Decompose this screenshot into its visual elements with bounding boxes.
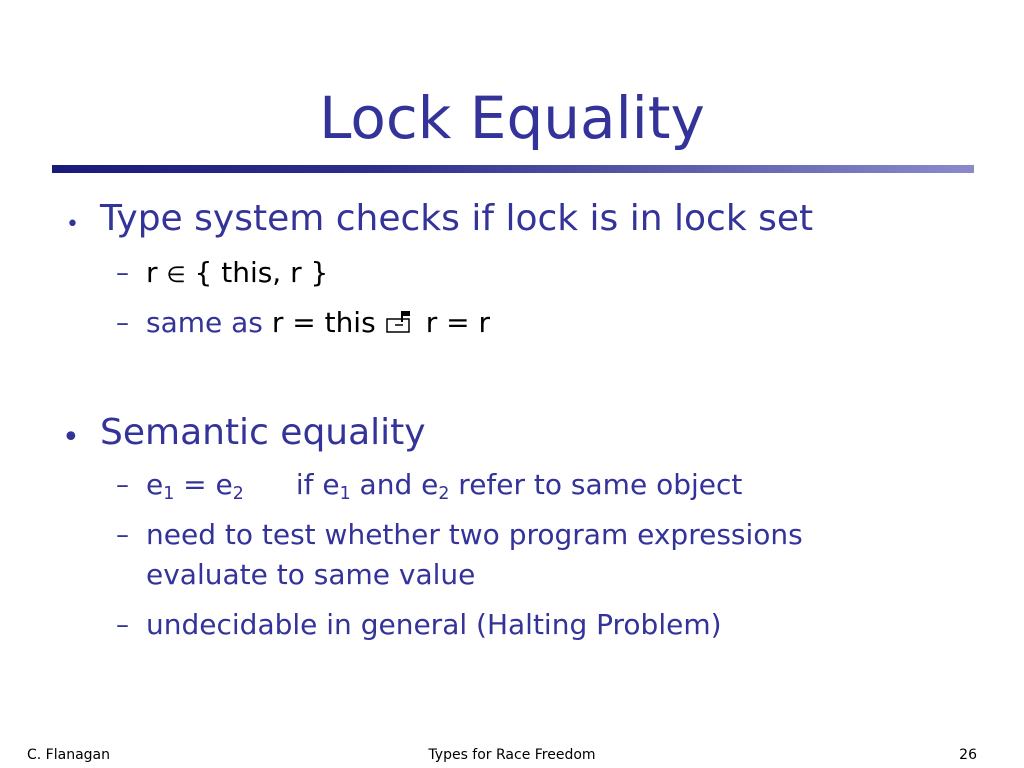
bullet-text: Semantic equality: [100, 412, 426, 453]
lock-set: { this, r }: [194, 256, 329, 289]
implies-icon: [386, 309, 418, 335]
subscript: 2: [438, 483, 450, 504]
sub-bullet-text-continued: evaluate to same value: [146, 558, 476, 591]
expr-if: if e: [295, 468, 340, 501]
bullet-text: Type system checks if lock is in lock set: [100, 198, 814, 239]
formula-lhs: r = this: [271, 306, 376, 339]
subscript: 2: [232, 483, 244, 504]
same-as-label: same as: [146, 306, 263, 339]
sub-bullet-text: [146, 306, 490, 339]
expr-e: e: [146, 468, 164, 501]
expr-eq: = e: [174, 468, 233, 501]
footer-author: C. Flanagan: [27, 747, 110, 763]
sub-bullet-text: need to test whether two program expressions: [146, 518, 803, 551]
subscript: 1: [339, 483, 351, 504]
page-number: 26: [959, 747, 977, 763]
subscript: 1: [163, 483, 175, 504]
sub-bullet-text: undecidable in general (Halting Problem): [146, 608, 722, 641]
formula-r: r: [146, 256, 158, 289]
bullet-marker: •: [62, 420, 80, 455]
sub-bullet-marker: –: [116, 308, 129, 338]
formula-rhs: r = r: [425, 306, 490, 339]
sub-bullet-text: [146, 256, 328, 289]
sub-bullet-marker: –: [116, 520, 129, 550]
slide-title: Lock Equality: [319, 84, 705, 152]
expr-and: and e: [350, 468, 439, 501]
footer-title: Types for Race Freedom: [428, 747, 596, 763]
sub-bullet-marker: –: [116, 258, 129, 288]
bullet-marker: •: [66, 212, 79, 237]
sub-bullet-text: [146, 468, 742, 504]
sub-bullet-marker: –: [116, 470, 129, 500]
sub-bullet-marker: –: [116, 610, 129, 640]
element-of-symbol: ∈: [166, 263, 186, 288]
expr-rest: refer to same object: [449, 468, 743, 501]
